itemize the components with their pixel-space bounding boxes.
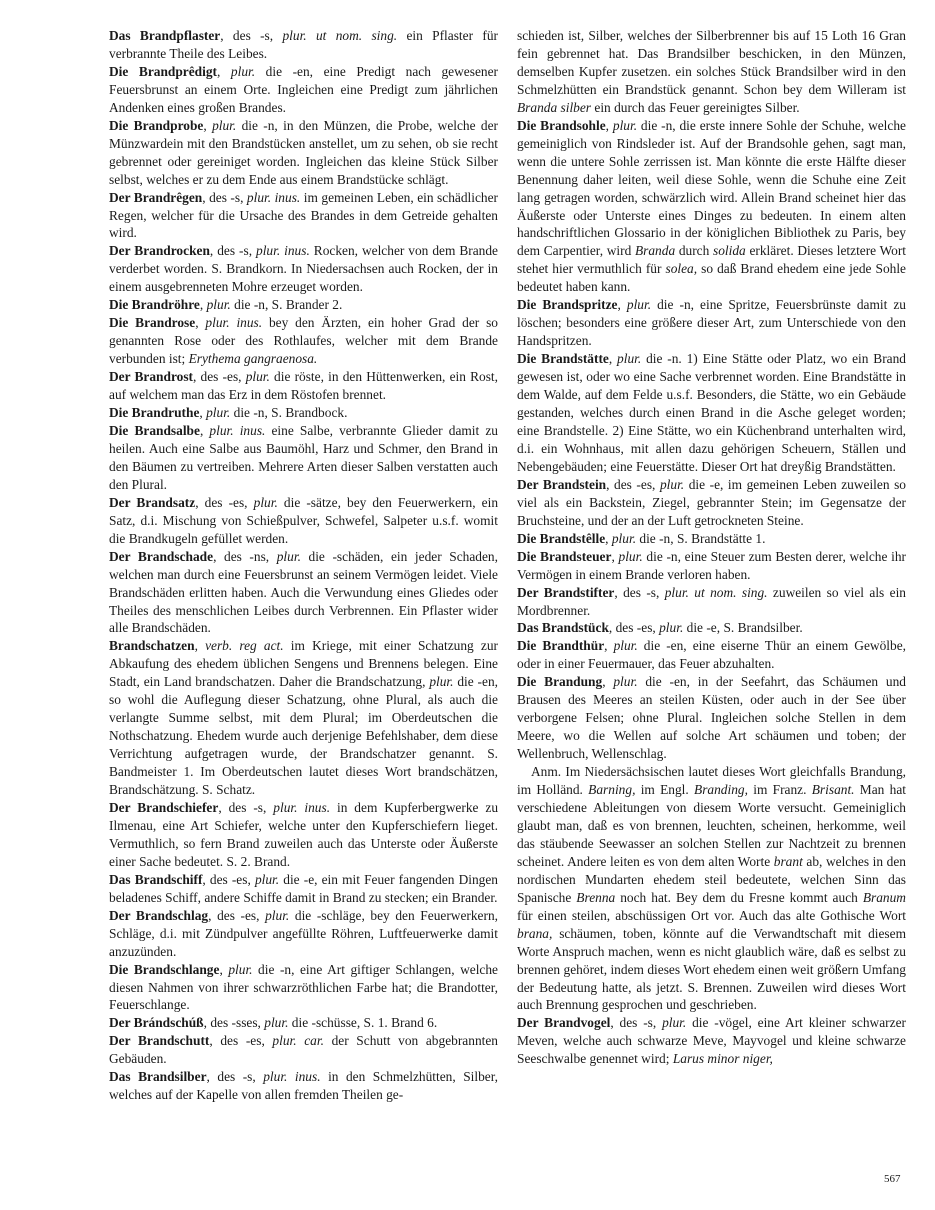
entry-text: , des -es,	[195, 494, 254, 510]
headword: Der Brandvogel	[517, 1015, 611, 1031]
headword: Die Brandsalbe	[109, 422, 200, 438]
dictionary-entry-brandrose	[109, 314, 498, 368]
entry-text: ,	[199, 297, 207, 313]
entry-text: , des -es,	[193, 369, 246, 385]
entry-text: die -en, eine Predigt nach gewesener Feuersbrunst an einem Orte. Ingleichen eine Predigt zum jährlichen Andenken eines großen Brandes.	[109, 63, 498, 115]
italic-text: plur.	[206, 405, 231, 421]
entry-text: , des -es,	[209, 1033, 273, 1049]
italic-text: verb. reg act.	[205, 638, 284, 654]
dictionary-entry-brandprobe	[109, 117, 498, 189]
italic-text: plur.	[659, 620, 684, 636]
italic-text: Larus minor niger,	[672, 1051, 773, 1067]
italic-text: Branda	[634, 243, 676, 259]
entry-text: ,	[608, 351, 618, 367]
entry-text: die -n, eine Art giftiger Schlangen, welche diesen Nahmen von ihrer schwarzröthlichen Farbe hat; die Brandotter, Feuerschlange.	[109, 961, 498, 1013]
italic-text: plur. ut nom. sing.	[664, 584, 768, 600]
headword: Die Brandschlange	[109, 961, 220, 977]
entry-text: die -n, S. Brandbock.	[230, 405, 348, 421]
entry-text: Man hat verschiedene Ableitungen von diesem Worte versucht. Gemeiniglich glaubt man, daß es von brennen, leuchten, scheinen, herkomme, weil das stäubende Seewasser an solchen Stellen zur Nachtzeit zu brennen scheinet. Andere leiten es von dem alten Worte	[517, 782, 906, 869]
headword: Der Brandstifter	[517, 584, 615, 600]
headword: Die Brandrose	[109, 315, 196, 331]
entry-text: die -en, eine eiserne Thür an einem Gewölbe, oder in einer Feuermauer, das Feuer abzuhalten.	[517, 638, 906, 672]
italic-text: Brisant.	[811, 782, 855, 798]
headword: Die Brandstätte	[517, 351, 609, 367]
dictionary-entry-brandpredigt	[109, 63, 498, 117]
headword: Brandschatzen	[109, 638, 195, 654]
italic-text: plur. inus.	[209, 422, 266, 438]
headword: Das Brandstück	[517, 620, 609, 636]
headword: Das Brandsilber	[109, 1069, 207, 1085]
italic-text: plur.	[659, 476, 685, 492]
headword: Die Brandröhre	[109, 297, 200, 313]
headword: Der Brandschiefer	[109, 799, 219, 815]
italic-text: plur.	[617, 351, 642, 367]
italic-text: plur. inus.	[263, 1069, 321, 1085]
italic-text: plur.	[206, 297, 231, 313]
dictionary-entry-brandsilber	[109, 1068, 498, 1104]
entry-text: ,	[199, 405, 207, 421]
italic-text: plur.	[612, 117, 638, 133]
italic-text: plur. ut nom. sing.	[282, 28, 398, 43]
italic-text: brana,	[517, 925, 553, 941]
entry-text: erkläret. Dieses letztere Wort stehet hier vermuthlich für	[517, 243, 907, 277]
entry-text: ,	[203, 117, 213, 133]
entry-text: die -n, eine Spritze, Feuersbrünste damit zu löschen; besonders eine größere dieser Art, zum Unterschiede von den Handspritzen.	[517, 297, 906, 349]
dictionary-entry-brandstueck	[517, 619, 906, 637]
italic-text: plur.	[264, 1015, 289, 1031]
entry-text: , des -s,	[610, 1015, 663, 1031]
italic-text: plur.	[253, 494, 278, 510]
italic-text: plur.	[662, 1015, 687, 1031]
entry-text: ,	[602, 674, 614, 690]
entry-text: ein Pflaster für verbrannte Theile des Leibes.	[109, 28, 498, 61]
entry-text: ,	[604, 638, 614, 654]
italic-text: plur.	[613, 638, 638, 654]
entry-text: die -en, in der Seefahrt, das Schäumen und Brausen des Meeres an steilen Küsten, oder auch in der See über verborgene Felsen; ohne Plural. Ingleichen solche Stellen in dem Meere, wo die Wellen auf solche Art schäumen und toben; der Wellenbruch, Wellenschlag.	[517, 674, 906, 762]
entry-text: , des -es,	[606, 476, 660, 492]
italic-text: Branding,	[694, 782, 748, 798]
italic-text: plur. inus.	[246, 189, 301, 205]
italic-text: Erythema gangraenosa.	[188, 351, 318, 367]
headword: Der Brándschúß	[109, 1015, 204, 1031]
dictionary-entry-brandschade	[109, 548, 498, 638]
headword: Die Brandung	[517, 674, 603, 690]
entry-text: die -n, die erste innere Sohle der Schuhe, welche gemeiniglich von Rindsleder ist. Auf der Brandsohle gehen, sagt man, wenn die untere Sohle zerrissen ist. Man könnte die erste Hälfte dieser Benennung daher leiten, weil diese Sohle, wenn die Schuhe eine Zeit lang getragen worden, schwärzlich wird. Allein Brand scheinet hier das Äußerste oder Unterste eines Dinges zu bedeuten. In einem alten handschriftlichen Glossario in der königlichen Bibliothek zu Paris, bey dem Carpentier, wird	[517, 117, 906, 259]
entry-text: ab, welches in den nordischen Mundarten ehedem steil bedeutete, welchen Sinn das Spanische	[517, 853, 906, 905]
dictionary-entry-brandschlag	[109, 907, 498, 961]
italic-text: Branum	[862, 889, 906, 905]
italic-text: plur.	[276, 548, 301, 564]
italic-text: plur. car.	[272, 1033, 324, 1049]
headword: Die Brandprêdigt	[109, 63, 218, 79]
dictionary-entry-brandstifter	[517, 584, 906, 620]
headword: Der Brandstein	[517, 476, 607, 492]
dictionary-entry-brandsteuer	[517, 548, 906, 584]
entry-text: in den Schmelzhütten, Silber, welches auf der Kapelle von allen fremden Theilen ge-	[109, 1069, 499, 1103]
entry-text: ,	[605, 530, 612, 546]
headword: Die Brandruthe	[109, 405, 200, 421]
dictionary-entry-brandsatz	[109, 494, 498, 548]
entry-text: schäumen, toben, könnte auf die Verwandtschaft mit diesem Worte Anspruch machen, wenn es nicht glaublich wäre, daß es selbst zu brennen gehöret, indem dieses Wort ehedem einen weit größern Umfang der Bedeutung hatte, als jetzt. S. Brennen. Zuweilen wird dieses Wort auch Brennung gesprochen und geschrieben.	[517, 925, 906, 1013]
italic-text: Brenna	[576, 889, 616, 905]
headword: Die Brandstêlle	[517, 530, 606, 546]
italic-text: plur.	[626, 297, 652, 313]
dictionary-entry-brandschiefer	[109, 799, 498, 871]
dictionary-entry-brandschlange	[109, 961, 498, 1015]
entry-text: die -schläge, bey den Feuerwerkern, Schläge, d.i. mit Zündpulver angefüllte Röhren, Luftfeuerwerke damit anzuzünden.	[109, 907, 499, 959]
dictionary-entry-brandsalbe	[109, 422, 498, 494]
entry-text: ,	[611, 548, 619, 564]
dictionary-entry-brandstaette	[517, 350, 906, 476]
entry-text: ,	[194, 638, 206, 654]
left-column	[109, 27, 498, 1104]
right-column	[517, 27, 906, 1068]
italic-text: plur. inus.	[205, 315, 263, 331]
dictionary-entry-brandschuss	[109, 1014, 498, 1032]
italic-text: plur.	[245, 369, 270, 385]
italic-text: Barning,	[588, 782, 636, 798]
entry-text: die -n, S. Brander 2.	[230, 297, 343, 313]
dictionary-entry-brandung-anm	[517, 763, 906, 1014]
italic-text: solea,	[665, 261, 698, 277]
entry-text: für einen steilen, abschüssigen Ort vor. Auch das alte Gothische Wort	[517, 907, 906, 923]
entry-text: ,	[199, 422, 210, 438]
dictionary-entry-brandschatzen	[109, 637, 498, 799]
headword: Die Brandprobe	[109, 117, 204, 133]
italic-text: plur.	[429, 674, 454, 690]
headword: Der Brandsatz	[109, 494, 196, 510]
headword: Die Brandsteuer	[517, 548, 612, 564]
entry-text: , des -s,	[202, 189, 247, 205]
entry-text: die -en, so wohl die Auflegung dieser Schatzung, ohne Plural, als auch die verlangte Summe selbst, mit dem Plural; im Oberdeutschen die Nothschatzung. Ehedem wurde auch derjenige Befehlshaber, dem diese Verrichtung aufgetragen wurde, der Brandschatzer genannt. S. Bandmeister 1. Im Oberdeutschen lautet dieses Wort brandschätzen, Brandschätzung. S. Schatz.	[109, 674, 498, 798]
entry-text: , des -s,	[209, 243, 256, 259]
entry-text: die -n, S. Brandstätte 1.	[636, 530, 766, 546]
italic-text: solida	[713, 243, 746, 259]
entry-text: im Kriege, mit einer Schatzung zur Abkaufung des ehedem üblichen Sengens und Brennens belegen. Eine Stadt, ein Land brandschatzen. Daher die Brandschatzung,	[109, 638, 498, 690]
entry-text: die -schäden, ein jeder Schaden, welchen man durch eine Feuersbrunst an seinem Vermögen leidet. Viele Brandschäden erlitten haben. Auch die Verwundung eines Gliedes oder Theiles des menschlichen Leibes durch Verbrennen. Ein Pflaster wider alle Brandschäden.	[109, 548, 498, 636]
entry-text: die röste, in den Hüttenwerken, ein Rost, auf welchem man das Erz in dem Röstofen brennet.	[109, 369, 498, 403]
headword: Die Brandthür	[517, 638, 605, 654]
entry-text: noch hat. Bey dem du Fresne kommt auch	[615, 889, 863, 905]
headword: Das Brandschiff	[109, 871, 203, 887]
italic-text: plur.	[212, 117, 237, 133]
entry-text: im Engl.	[635, 782, 695, 798]
entry-text: Rocken, welcher von dem Brande verderbet worden. S. Brandkorn. In Niedersachsen auch Rocken, der in einem ausgebrenneten Mohre erzeuget worden.	[109, 243, 499, 295]
entry-text: , des -ns,	[213, 548, 277, 564]
dictionary-entry-brandsilber-cont	[517, 27, 906, 117]
entry-text: , des -s,	[218, 799, 274, 815]
headword: Der Brandrêgen	[109, 189, 203, 205]
entry-text: , des -es,	[208, 907, 266, 923]
headword: Der Brandschutt	[109, 1033, 210, 1049]
italic-text: plur.	[228, 961, 253, 977]
entry-text: ,	[219, 961, 229, 977]
dictionary-entry-brandung	[517, 673, 906, 763]
dictionary-entry-brandroehre	[109, 296, 498, 314]
entry-text: der Schutt von abgebrannten Gebäuden.	[109, 1033, 498, 1067]
dictionary-entry-brandpflaster	[109, 27, 498, 63]
dictionary-entry-brandstelle	[517, 530, 906, 548]
dictionary-entry-brandschutt	[109, 1032, 498, 1068]
dictionary-entry-brandruthe	[109, 404, 498, 422]
headword: Der Brandschlag	[109, 907, 209, 923]
dictionary-entry-brandsohle	[517, 117, 906, 297]
italic-text: Branda silber	[517, 99, 592, 115]
italic-text: plur.	[254, 871, 280, 887]
dictionary-entry-brandschiff	[109, 871, 498, 907]
entry-text: ,	[617, 297, 627, 313]
entry-text: ,	[605, 117, 613, 133]
dictionary-entry-brandrost	[109, 368, 498, 404]
entry-text: die -e, S. Brandsilber.	[683, 620, 803, 636]
italic-text: plur. inus.	[273, 799, 331, 815]
entry-text: ein durch das Feuer gereinigtes Silber.	[591, 99, 800, 115]
italic-text: plur.	[230, 63, 256, 79]
headword: Der Brandrost	[109, 369, 194, 385]
entry-text: die -e, im gemeinen Leben zuweilen so viel als ein Backstein, Ziegel, gebrannter Stein; im Gegensatze der Bruchsteine, und der an der Luft getrockneten Steine.	[517, 476, 906, 528]
entry-text: die -vögel, eine Art kleiner schwarzer Meven, welche auch schwarze Meve, Mayvogel und kleine schwarze Seeschwalbe genennet wird;	[517, 1015, 906, 1067]
headword: Der Brandschade	[109, 548, 214, 564]
entry-text: die -n, eine Steuer zum Besten derer, welche ihr Vermögen in einem Brande verloren haben.	[517, 548, 906, 582]
dictionary-entry-brandthuer	[517, 637, 906, 673]
dictionary-entry-brandregen	[109, 189, 498, 243]
entry-text: ,	[217, 63, 231, 79]
italic-text: plur.	[265, 907, 290, 923]
dictionary-entry-brandvogel	[517, 1014, 906, 1068]
italic-text: plur.	[613, 674, 638, 690]
entry-text: eine Salbe, verbrannte Glieder damit zu heilen. Auch eine Salbe aus Baumöhl, Harz und Schmer, den Brand in den Bäumen zu vertreiben. Mehrere Arten dieser Salben verstatten auch den Plural.	[109, 422, 498, 492]
entry-text: , des -sses,	[203, 1015, 265, 1031]
dictionary-entry-brandspritze	[517, 296, 906, 350]
headword: Die Brandspritze	[517, 297, 618, 313]
entry-text: , des -s,	[614, 584, 665, 600]
italic-text: plur. inus.	[256, 243, 310, 259]
headword: Die Brandsohle	[517, 117, 606, 133]
entry-text: bey den Ärzten, ein hoher Grad der so genannten Rose oder des Rothlaufes, welcher mit dem Brande verbunden ist;	[109, 315, 498, 367]
entry-text: , des -s,	[206, 1069, 264, 1085]
page-number: 567	[884, 1173, 901, 1185]
entry-text: die -sätze, bey den Feuerwerkern, ein Satz, d.i. Mischung von Schießpulver, Schwefel, Salpeter u.s.f. womit die Brandkugeln gefüllet werden.	[109, 494, 499, 546]
entry-text: die -e, ein mit Feuer fangenden Dingen beladenes Schiff, andere Schiffe damit in Brand zu stecken; ein Brander.	[109, 871, 498, 905]
entry-text: , des -es,	[202, 871, 255, 887]
entry-text: ,	[195, 315, 206, 331]
entry-text: die -schüsse, S. 1. Brand 6.	[288, 1015, 438, 1031]
italic-text: plur.	[618, 548, 643, 564]
entry-text: Anm. Im Niedersächsischen lautet dieses Wort gleichfalls Brandung, im Holländ.	[517, 764, 906, 798]
dictionary-entry-brandstein	[517, 476, 906, 530]
italic-text: plur.	[611, 530, 637, 546]
entry-text: die -n. 1) Eine Stätte oder Platz, wo ein Brand gewesen ist, oder wo eine Sache verbrennet worden. Eine Brandstätte in dem Walde, auf dem Felde u.s.f. Besonders, die Stätte, wo ein Gebäude gestanden, welches durch einen Brand in die Asche geleget worden; eine Brandstelle. 2) Eine Stätte, wo ein Küchenbrand unterhalten wird, d.i. ein Wohnhaus, mit allen dazu gehörigen Scheuern, Ställen und Nebengebäuden; eine Feuerstätte. Dieser Ort hat dreyßig Brandstätten.	[517, 351, 906, 474]
headword: Der Brandrocken	[109, 243, 210, 259]
headword: Das Brandpflaster	[109, 28, 221, 43]
entry-text: im Franz.	[747, 782, 812, 798]
entry-text: die -n, in den Münzen, die Probe, welche der Münzwardein mit den Brandstücken anstellet, um zu sehen, ob sie recht gebrennet oder gereiniget worden. Ingleichen das kleine Stück Silber selbst, welches er zu dem Ende aus einem Brandstücke schlägt.	[109, 117, 498, 187]
entry-text: , des -es,	[608, 620, 660, 636]
entry-text: zuweilen so viel als ein Mordbrenner.	[517, 584, 906, 618]
entry-text: in dem Kupferbergwerke zu Ilmenau, eine Art Schiefer, welche unter den Kupferschiefern lieget. Vermuthlich, so fern Brand zuweilen auch das Unterste oder Äußerste einer Sache bedeutet. S. 2. Brand.	[109, 799, 499, 869]
entry-text: , des -s,	[220, 28, 283, 43]
dictionary-entry-brandrocken	[109, 242, 498, 296]
entry-text: schieden ist, Silber, welches der Silberbrenner bis auf 15 Loth 16 Gran fein gebrennet hat. Das Brandsilber beschicken, in den Münzen, demselben Kupfer zusetzen. ein solches Stück Brandsilber wird in den Schmelzhütten ein Brandstück genannt. Schon bey dem Willeram ist	[517, 28, 906, 97]
entry-text: so daß Brand ehedem eine jede Sohle bedeutet haben kann.	[517, 261, 906, 295]
italic-text: brant	[773, 853, 803, 869]
entry-text: durch	[675, 243, 714, 259]
entry-text: im gemeinen Leben, ein schädlicher Regen, welcher für die Ursache des Brandes in dem Getreide gehalten wird.	[109, 189, 499, 241]
